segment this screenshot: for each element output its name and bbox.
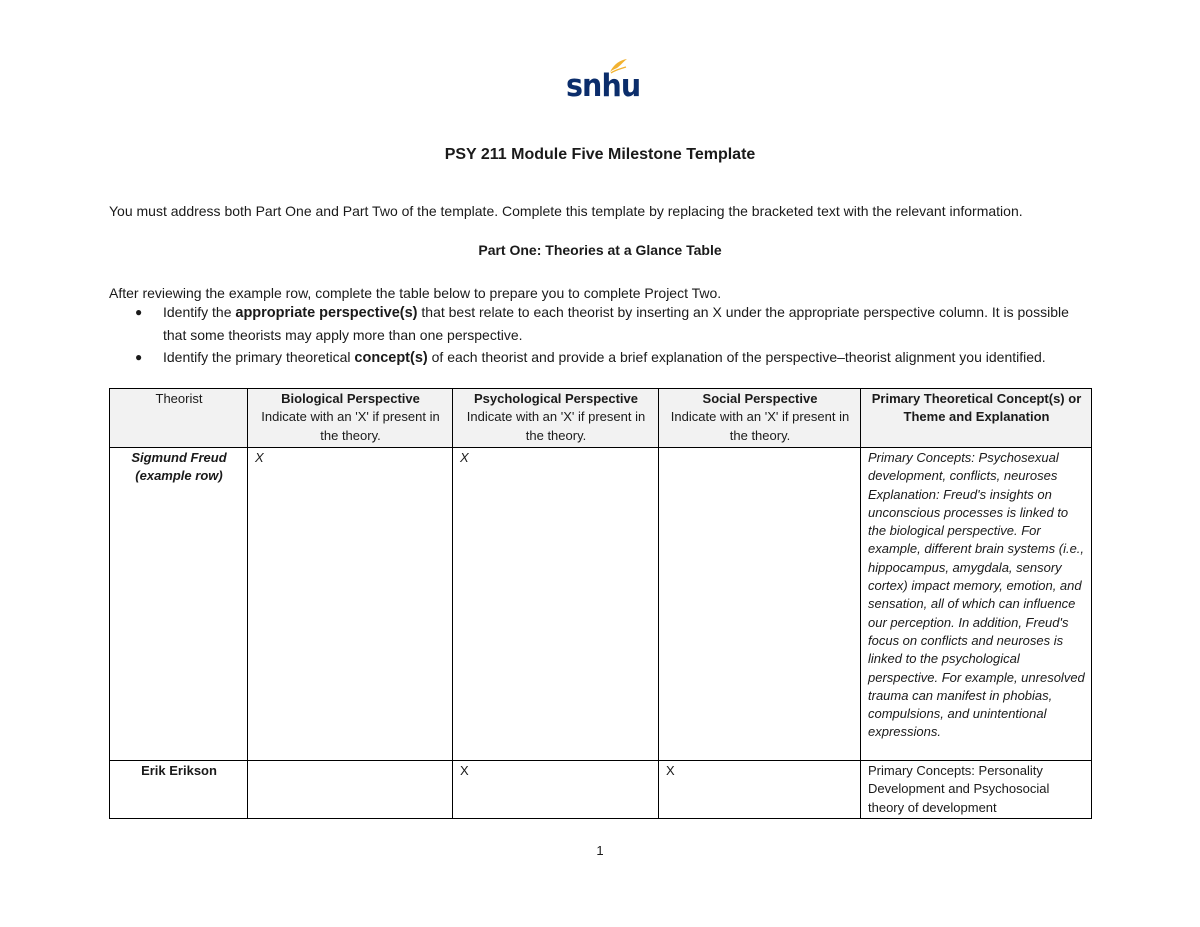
list-item	[109, 301, 1094, 346]
header-title: Psychological Perspective	[473, 391, 639, 406]
header-social	[659, 389, 861, 448]
biological-cell[interactable]	[248, 761, 453, 819]
table-header-row	[110, 389, 1092, 448]
header-title: Theorist	[155, 391, 203, 406]
header-title: Biological Perspective	[281, 391, 420, 406]
social-cell[interactable]: X	[659, 761, 861, 819]
header-title: Primary Theoretical Concept(s) or Theme and Explanation	[871, 391, 1082, 425]
header-theorist	[110, 389, 248, 448]
table-row	[110, 761, 1092, 819]
social-cell[interactable]	[659, 448, 861, 761]
theorist-cell[interactable]: Erik Erikson	[110, 761, 248, 819]
bullet-text: Identify the	[163, 304, 236, 320]
header-subtitle: Indicate with an 'X' if present in the theory.	[261, 409, 440, 443]
bullet-icon: ●	[135, 350, 143, 364]
theories-table	[109, 388, 1092, 819]
bullet-emphasis: appropriate perspective(s)	[235, 305, 418, 321]
document-title: PSY 211 Module Five Milestone Template	[444, 146, 756, 163]
header-title: Social Perspective	[702, 391, 818, 406]
list-item	[109, 346, 1094, 369]
bullet-text: Identify the primary theoretical	[163, 349, 355, 365]
instruction-list	[109, 301, 1094, 369]
logo-wordmark: snhu	[566, 68, 641, 104]
page-number: 1	[596, 843, 604, 858]
explanation-cell[interactable]: Primary Concepts: Personality Development and Psychosocial theory of development	[861, 761, 1092, 819]
explanation-cell[interactable]: Primary Concepts: Psychosexual development, conflicts, neuroses Explanation: Freud's insights on unconscious processes is linked to the biological perspective. For example, different brain systems (i.e., hippocampus, amygdala, sensory cortex) impact memory, emotion, and sensation, all of which can influence our perception. In addition, Freud's focus on conflicts and neuroses is linked to the psychological perspective. For example, unresolved trauma can manifest in phobias, compulsions, and unintentional expressions.	[861, 448, 1092, 761]
biological-cell[interactable]: X	[248, 448, 453, 761]
psychological-cell[interactable]: X	[453, 448, 659, 761]
psychological-cell[interactable]: X	[453, 761, 659, 819]
header-concepts	[861, 389, 1092, 448]
header-subtitle: Indicate with an 'X' if present in the theory.	[466, 409, 646, 443]
table-row	[110, 448, 1092, 761]
header-subtitle: Indicate with an 'X' if present in the theory.	[670, 409, 850, 443]
bullet-emphasis: concept(s)	[354, 350, 428, 366]
theorist-cell[interactable]: Sigmund Freud (example row)	[110, 448, 248, 761]
leaf-icon	[608, 58, 628, 74]
bullet-icon: ●	[135, 305, 143, 319]
snhu-logo	[566, 58, 641, 104]
bullet-text: that best relate to each theorist by inserting an X under the appropriate perspective column. It is possible that some theorists may apply more than one perspective.	[163, 304, 1069, 343]
bullet-text: of each theorist and provide a brief explanation of the perspective–theorist alignment you identified.	[427, 349, 1046, 365]
review-instructions: After reviewing the example row, complete the table below to prepare you to complete Project Two.	[109, 285, 722, 301]
header-psychological	[453, 389, 659, 448]
part-one-heading: Part One: Theories at a Glance Table	[478, 242, 722, 258]
header-biological	[248, 389, 453, 448]
intro-paragraph: You must address both Part One and Part Two of the template. Complete this template by replacing the bracketed text with the relevant information.	[109, 203, 1023, 219]
